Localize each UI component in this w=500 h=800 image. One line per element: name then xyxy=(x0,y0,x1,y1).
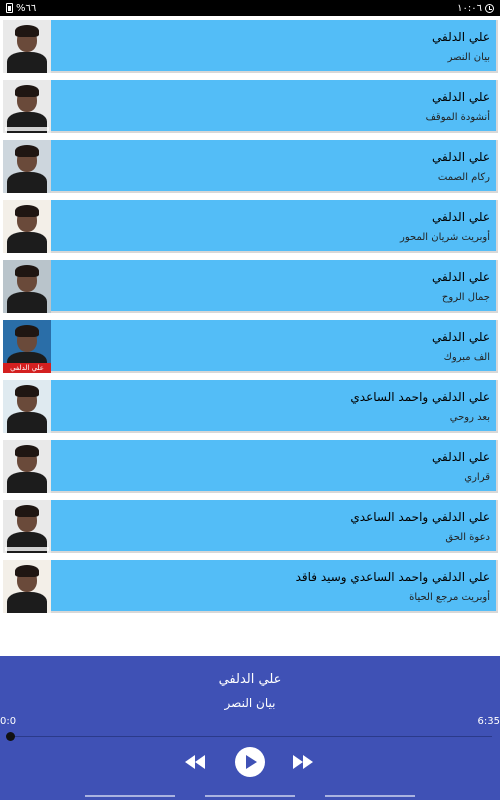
elapsed-time: 0:0 xyxy=(0,716,17,727)
song-row[interactable] xyxy=(0,78,500,138)
playback-controls xyxy=(0,746,500,778)
song-row[interactable] xyxy=(0,498,500,558)
song-row[interactable] xyxy=(0,138,500,198)
song-row[interactable] xyxy=(0,258,500,318)
song-thumbnail xyxy=(3,140,51,193)
song-subtitle: الف مبروك xyxy=(443,352,490,363)
song-subtitle: جمال الروح xyxy=(441,292,490,303)
nav-indicator xyxy=(325,795,415,797)
system-nav-bar xyxy=(0,792,500,800)
song-thumbnail xyxy=(3,560,51,613)
song-card[interactable] xyxy=(3,200,498,253)
song-card[interactable] xyxy=(3,140,498,193)
thumbnail-tag: علي الدلفي xyxy=(3,363,51,373)
song-subtitle: بيان النصر xyxy=(447,52,490,63)
song-row[interactable] xyxy=(0,558,500,618)
song-title: علي الدلفي xyxy=(432,210,490,224)
total-time: 6:35 xyxy=(477,716,500,727)
battery-level: %٦٦ xyxy=(16,2,37,14)
status-right xyxy=(457,3,494,14)
song-row[interactable] xyxy=(0,198,500,258)
nav-indicator xyxy=(205,795,295,797)
song-subtitle: بعد روحي xyxy=(449,412,490,423)
song-card[interactable] xyxy=(3,500,498,553)
rewind-icon[interactable] xyxy=(185,755,207,769)
play-button[interactable] xyxy=(235,747,265,777)
song-title: علي الدلفي xyxy=(432,150,490,164)
song-thumbnail xyxy=(3,380,51,433)
song-title: علي الدلفي واحمد الساعدي xyxy=(350,390,490,404)
song-subtitle: قراري xyxy=(464,472,490,483)
fast-forward-icon[interactable] xyxy=(293,755,315,769)
alarm-icon xyxy=(485,4,494,13)
song-card[interactable] xyxy=(3,20,498,73)
song-title: علي الدلفي واحمد الساعدي xyxy=(350,510,490,524)
song-card[interactable] xyxy=(3,320,498,373)
song-card[interactable] xyxy=(3,440,498,493)
song-thumbnail xyxy=(3,200,51,253)
song-subtitle: أوبريت شريان المحور xyxy=(400,232,490,243)
song-thumbnail xyxy=(3,440,51,493)
status-left xyxy=(6,3,36,14)
song-title: علي الدلفي xyxy=(432,450,490,464)
player-title: علي الدلفي xyxy=(218,672,282,687)
song-row[interactable] xyxy=(0,318,500,378)
nav-indicator xyxy=(85,795,175,797)
song-card[interactable] xyxy=(3,260,498,313)
song-subtitle: دعوة الحق xyxy=(445,532,490,543)
song-thumbnail xyxy=(3,80,51,133)
song-thumbnail xyxy=(3,500,51,553)
song-card[interactable] xyxy=(3,80,498,133)
media-player xyxy=(0,656,500,800)
song-row[interactable] xyxy=(0,378,500,438)
seek-handle[interactable] xyxy=(6,732,15,741)
song-thumbnail xyxy=(3,320,51,373)
song-thumbnail xyxy=(3,260,51,313)
song-subtitle: ركام الصمت xyxy=(437,172,490,183)
song-thumbnail xyxy=(3,20,51,73)
player-subtitle: بيان النصر xyxy=(224,696,276,710)
song-title: علي الدلفي xyxy=(432,30,490,44)
song-title: علي الدلفي واحمد الساعدي وسيد فاقد xyxy=(295,570,490,584)
song-subtitle: أنشودة الموقف xyxy=(425,112,490,123)
status-time: ١٠:٠٦ xyxy=(457,2,482,14)
song-title: علي الدلفي xyxy=(432,270,490,284)
song-card[interactable] xyxy=(3,560,498,613)
song-list xyxy=(0,18,500,618)
seek-bar[interactable] xyxy=(10,736,492,737)
song-title: علي الدلفي xyxy=(432,330,490,344)
song-card[interactable] xyxy=(3,380,498,433)
song-row[interactable] xyxy=(0,18,500,78)
song-subtitle: أوبريت مرجع الحياة xyxy=(409,592,490,603)
song-row[interactable] xyxy=(0,438,500,498)
status-bar xyxy=(0,0,500,16)
battery-icon xyxy=(6,3,13,13)
song-title: علي الدلفي xyxy=(432,90,490,104)
